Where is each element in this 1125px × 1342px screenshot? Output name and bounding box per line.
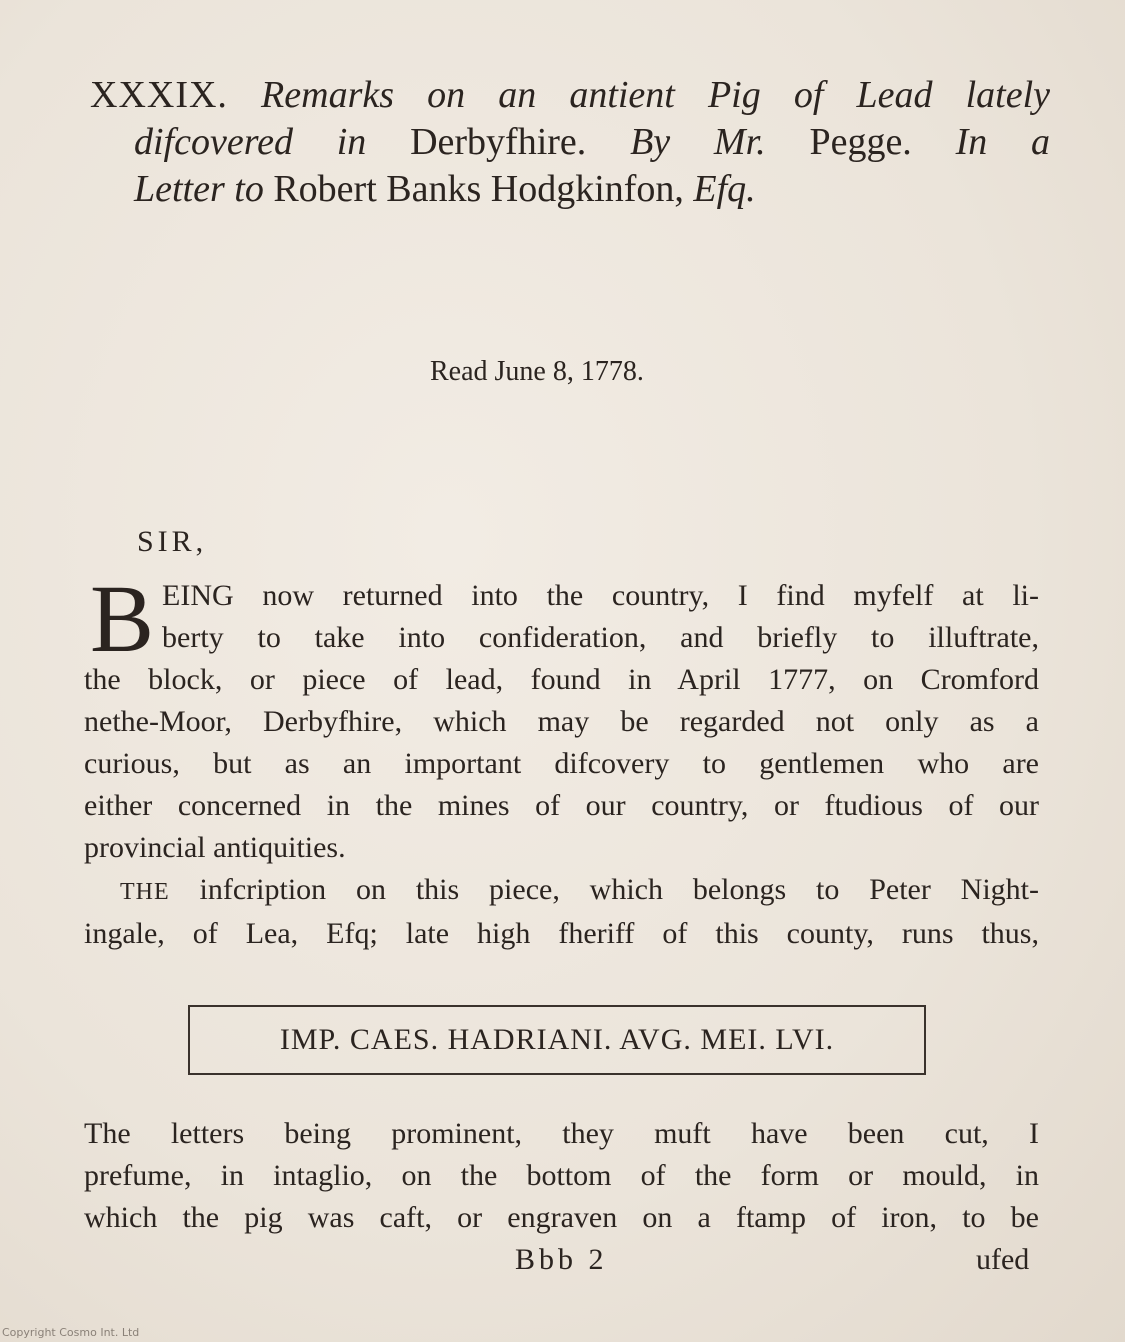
read-date: Read June 8, 1778.: [430, 356, 644, 387]
title-italic-2c: In a: [955, 121, 1051, 163]
title-italic-2a: difcovered in: [134, 121, 367, 163]
p1-line: nethe-Moor, Derbyfhire, which may be regarded not only as a: [84, 705, 1039, 738]
title-italic-3a: Letter to: [134, 168, 264, 210]
drop-cap: B: [90, 565, 155, 672]
paragraph-3: [84, 1113, 1039, 1239]
p2-lead: THE: [120, 879, 170, 905]
title-line-2: [90, 119, 1050, 166]
paragraph-1: [84, 565, 1040, 955]
copyright-notice: Copyright Cosmo Int. Ltd: [2, 1326, 140, 1339]
inscription-text: IMP. CAES. HADRIANI. AVG. MEI. LVI.: [279, 1023, 835, 1056]
p3-line: which the pig was caft, or engraven on a ftamp of iron, to be: [84, 1201, 1039, 1234]
p1-line: curious, but as an important difcovery to gentlemen who are: [84, 747, 1039, 780]
salutation: SIR,: [137, 525, 208, 558]
inscription-box: [188, 1005, 926, 1075]
title-italic-1: Remarks on an antient Pig of Lead lately: [261, 74, 1051, 116]
title-author: Pegge.: [809, 121, 912, 163]
p2-line: [84, 869, 1039, 913]
p1-line: EING now returned into the country, I find myfelf at li-: [162, 579, 1039, 612]
title-italic-3b: Efq.: [693, 168, 756, 210]
p1-line: the block, or piece of lead, found in April 1777, on Cromford: [84, 663, 1039, 696]
title-recipient: Robert Banks Hodgkinfon,: [273, 168, 684, 210]
catchword: ufed: [976, 1243, 1030, 1276]
title-italic-2b: By Mr.: [630, 121, 766, 163]
title-line-1: [90, 72, 1050, 119]
p1-line: provincial antiquities.: [84, 831, 346, 864]
p3-line: The letters being prominent, they muft have been cut, I: [84, 1117, 1039, 1150]
p2-line: ingale, of Lea, Efq; late high fheriff of this county, runs thus,: [84, 917, 1039, 950]
p3-line: prefume, in intaglio, on the bottom of the form or mould, in: [84, 1159, 1039, 1192]
p2-line-1-text: infcription on this piece, which belongs to Peter Night-: [199, 873, 1040, 906]
article-title: [90, 72, 1050, 213]
title-place: Derbyfhire.: [410, 121, 587, 163]
p1-line: either concerned in the mines of our country, or ftudious of our: [84, 789, 1039, 822]
title-line-3: [90, 166, 1050, 213]
p1-line: berty to take into confideration, and briefly to illuftrate,: [162, 621, 1039, 654]
article-number: XXXIX.: [90, 74, 228, 116]
signature-mark: Bbb 2: [515, 1243, 608, 1276]
